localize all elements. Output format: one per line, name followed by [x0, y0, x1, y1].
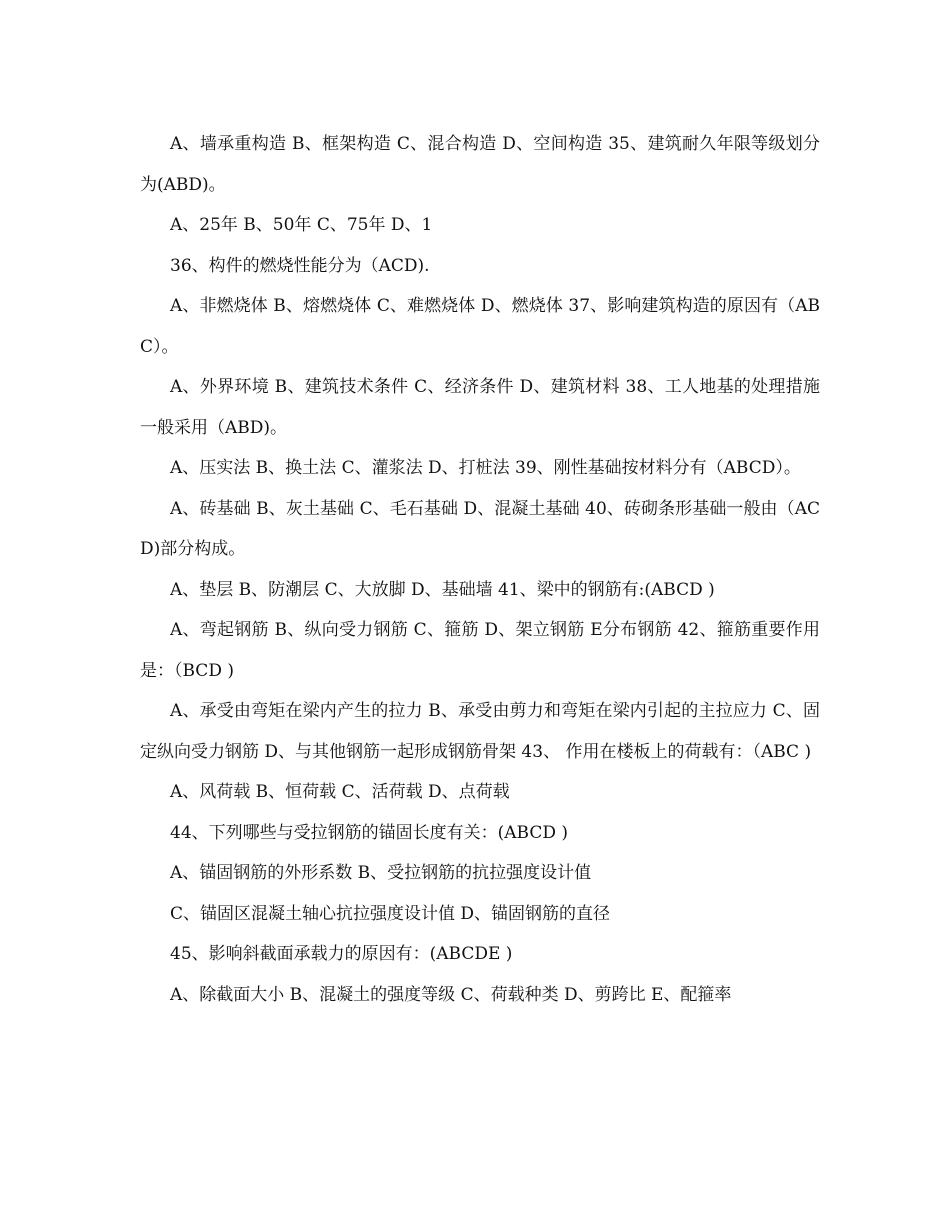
- paragraph-1: A、墙承重构造 B、框架构造 C、混合构造 D、空间构造 35、建筑耐久年限等级划分为(ABD)。: [140, 134, 820, 195]
- paragraph-7: A、砖基础 B、灰土基础 C、毛石基础 D、混凝土基础 40、砖砌条形基础一般由（ACD)部分构成。: [140, 498, 820, 559]
- paragraph-11: A、风荷载 B、恒荷载 C、活荷载 D、点荷载: [170, 782, 510, 802]
- paragraph-12: 44、下列哪些与受拉钢筋的锚固长度有关：(ABCD ): [170, 822, 569, 843]
- paragraph-13: A、锚固钢筋的外形系数 B、受拉钢筋的抗拉强度设计值: [170, 863, 592, 883]
- paragraph-16: A、除截面大小 B、混凝土的强度等级 C、荷载种类 D、剪跨比 E、配箍率: [170, 984, 732, 1005]
- paragraph-4: A、非燃烧体 B、熔燃烧体 C、难燃烧体 D、燃烧体 37、影响建筑构造的原因有（ABC）。: [140, 296, 820, 357]
- paragraph-15: 45、影响斜截面承载力的原因有：(ABCDE ): [170, 944, 513, 964]
- paragraph-6: A、压实法 B、换土法 C、灌浆法 D、打桩法 39、刚性基础按材料分有（ABCD）。: [170, 458, 801, 478]
- paragraph-2: A、25年 B、50年 C、75年 D、1: [170, 215, 433, 235]
- paragraph-5: A、外界环境 B、建筑技术条件 C、经济条件 D、建筑材料 38、工人地基的处理措施一般采用（ABD)。: [140, 377, 820, 438]
- document-body: [140, 124, 820, 1015]
- paragraph-9: A、弯起钢筋 B、纵向受力钢筋 C、箍筋 D、架立钢筋 E分布钢筋 42、箍筋重要作用是：（BCD ): [140, 620, 820, 681]
- paragraph-8: A、垫层 B、防潮层 C、大放脚 D、基础墙 41、梁中的钢筋有:(ABCD ): [170, 579, 715, 600]
- paragraph-10: A、承受由弯矩在梁内产生的拉力 B、承受由剪力和弯矩在梁内引起的主拉应力 C、固定纵向受力钢筋 D、与其他钢筋一起形成钢筋骨架 43、 作用在楼板上的荷载有：（ABC ): [140, 701, 820, 762]
- paragraph-14: C、锚固区混凝土轴心抗拉强度设计值 D、锚固钢筋的直径: [170, 903, 611, 924]
- paragraph-3: 36、构件的燃烧性能分为（ACD).: [170, 255, 430, 276]
